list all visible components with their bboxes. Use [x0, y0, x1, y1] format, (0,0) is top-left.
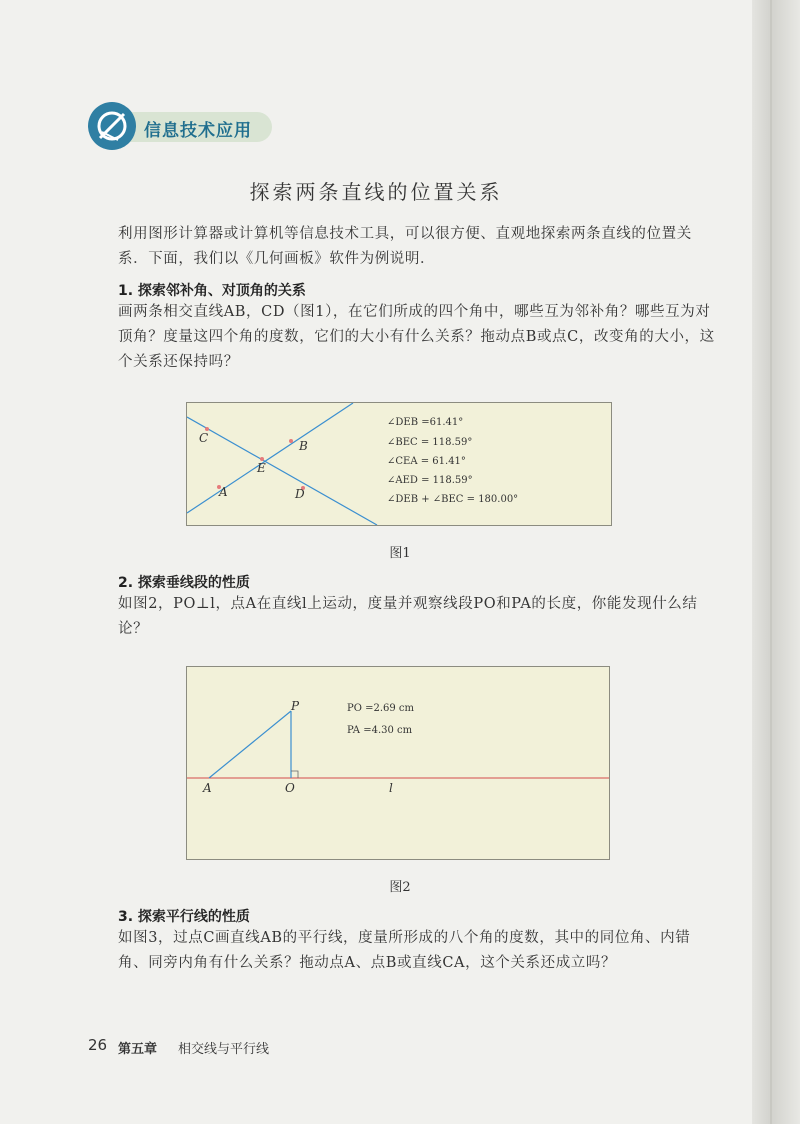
badge-label: 信息技术应用 [144, 121, 252, 141]
segment-pa [209, 711, 291, 778]
right-angle-mark [291, 771, 298, 778]
measure-pa: PA =4.30 cm [347, 725, 413, 736]
page-edge [752, 0, 800, 1124]
line-l-label: l [389, 781, 393, 795]
point-p-label: P [291, 699, 300, 713]
point-d-label: D [295, 487, 305, 501]
section2-text: 如图2，PO⊥l，点A在直线l上运动，度量并观察线段PO和PA的长度，你能发现什么结论？ [118, 596, 698, 637]
measure-po: PO =2.69 cm [347, 703, 415, 714]
page-title: 探索两条直线的位置关系 [249, 180, 503, 204]
figure1-caption: 图1 [389, 546, 411, 561]
section1-heading: 1. 探索邻补角、对顶角的关系 [118, 283, 306, 299]
line-cd [187, 417, 377, 525]
page-number: 26 [88, 1036, 108, 1054]
figure2-caption: 图2 [389, 880, 411, 895]
point-b-dot [289, 439, 293, 443]
section1-text: 画两条相交直线AB，CD（图1），在它们所成的四个角中，哪些互为邻补角？哪些互为对顶角？度量这四个角的度数，它们的大小有什么关系？拖动点B或点C，改变角的大小，这个关系还保持吗？ [118, 304, 715, 370]
point-a-label: A [203, 781, 212, 795]
intro-paragraph: 利用图形计算器或计算机等信息技术工具，可以很方便、直观地探索两条直线的位置关系．下面，我们以《几何画板》软件为例说明． [118, 226, 692, 267]
line-ab [187, 403, 353, 513]
section-badge [88, 100, 278, 152]
measure-cea: ∠CEA = 61.41° [387, 456, 466, 467]
geometry-tool-icon [88, 102, 136, 150]
footer-chapter: 第五章 [118, 1042, 158, 1057]
measure-aed: ∠AED = 118.59° [387, 475, 473, 486]
point-c-label: C [199, 431, 209, 445]
section3-text: 如图3，过点C画直线AB的平行线，度量所形成的八个角的度数，其中的同位角、内错角、同旁内角有什么关系？拖动点A、点B或直线CA，这个关系还成立吗？ [118, 930, 691, 971]
figure1-box [186, 402, 612, 526]
figure2-box [186, 666, 610, 860]
point-o-label: O [285, 781, 295, 795]
measure-deb: ∠DEB =61.41° [387, 417, 464, 428]
footer-topic: 相交线与平行线 [178, 1042, 270, 1057]
measure-bec: ∠BEC = 118.59° [387, 437, 473, 448]
measure-sum: ∠DEB + ∠BEC = 180.00° [387, 494, 519, 505]
point-e-label: E [257, 461, 266, 475]
section3-heading: 3. 探索平行线的性质 [118, 909, 250, 925]
section2-heading: 2. 探索垂线段的性质 [118, 575, 250, 591]
point-a-label: A [219, 485, 228, 499]
point-b-label: B [299, 439, 308, 453]
figure2-diagram [187, 667, 609, 859]
page-fold-line [770, 0, 772, 1124]
